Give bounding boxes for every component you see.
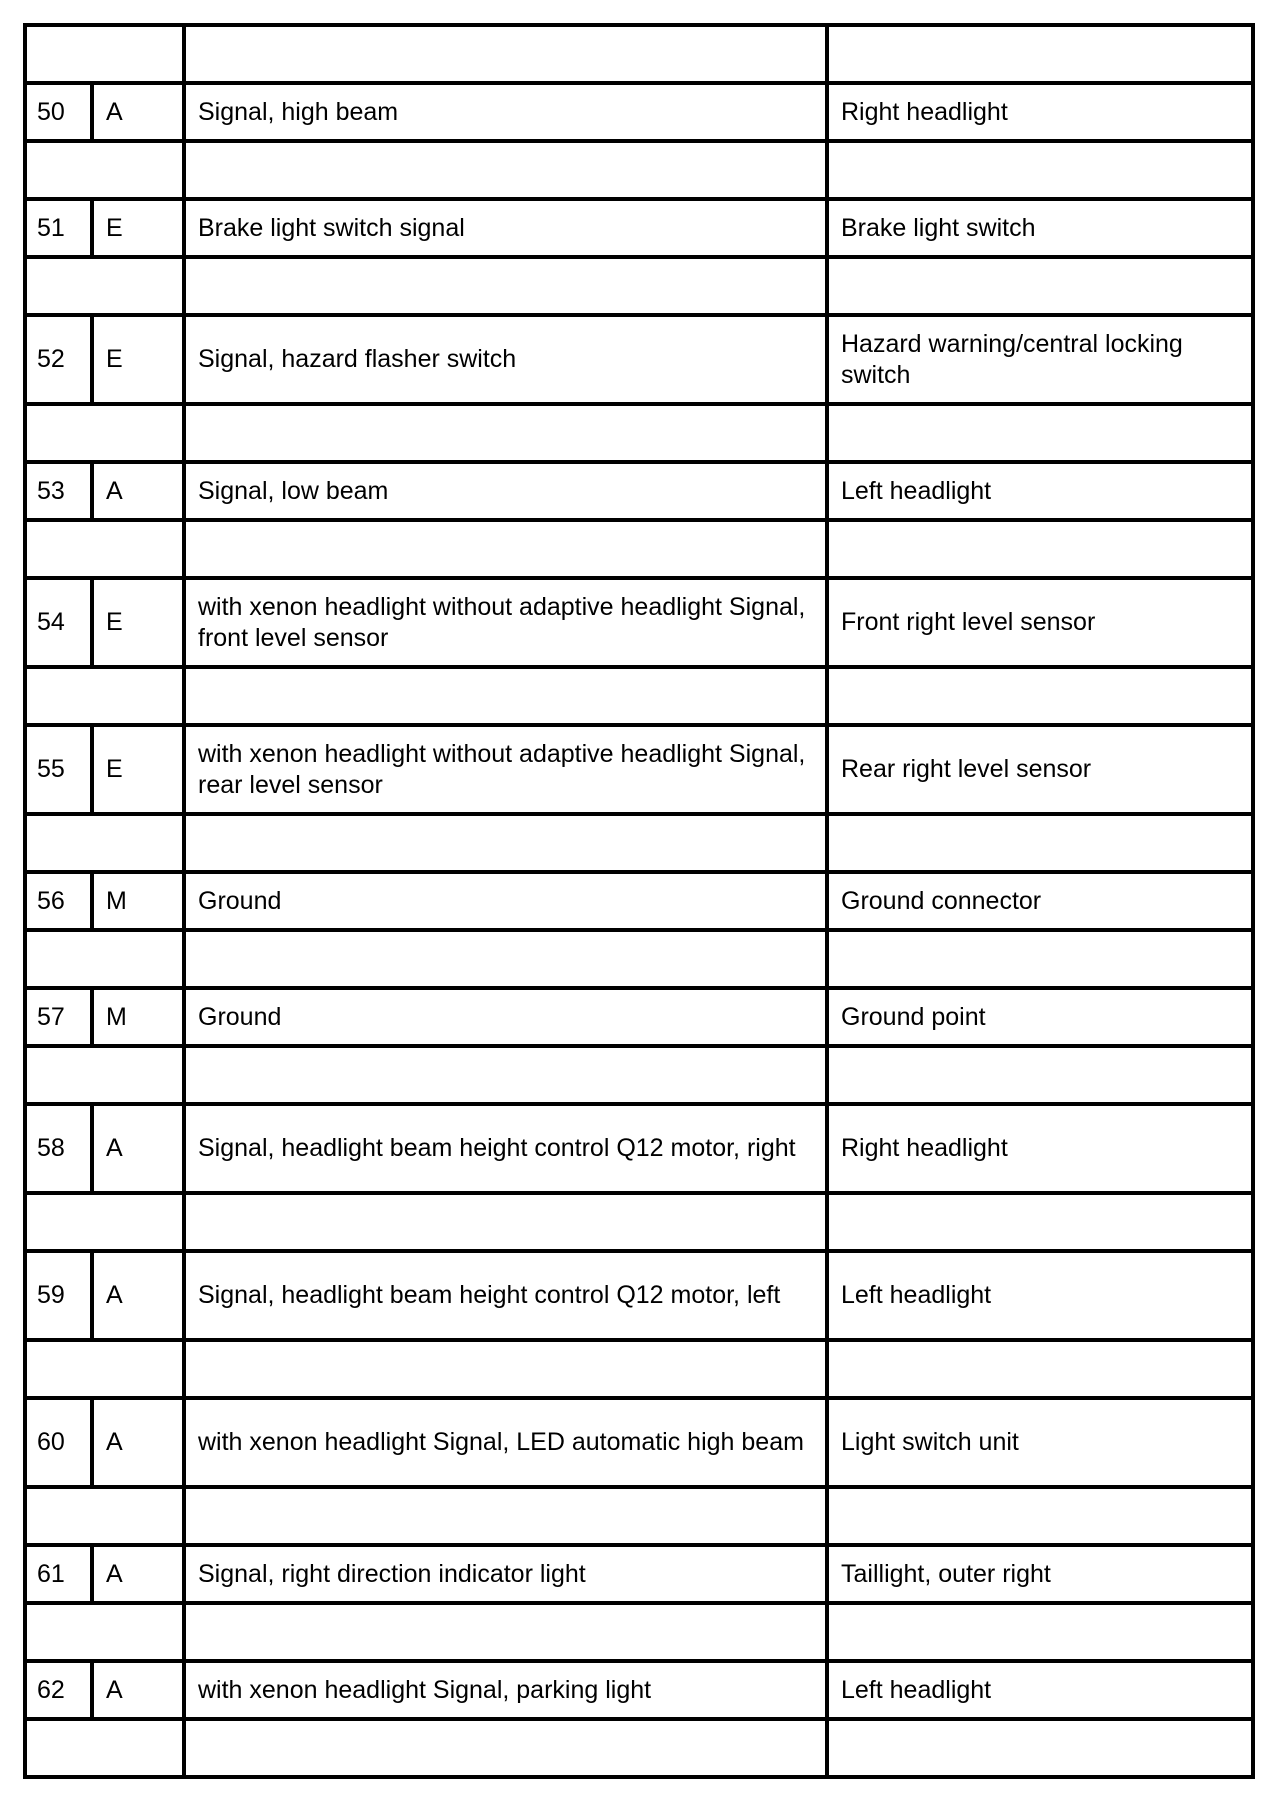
spacer-cell — [184, 25, 827, 83]
spacer-cell — [184, 141, 827, 199]
table-row — [25, 315, 1253, 404]
spacer-row — [25, 1487, 1253, 1545]
spacer-cell — [184, 404, 827, 462]
spacer-cell — [25, 257, 184, 315]
spacer-cell — [25, 814, 184, 872]
pin-number: 50 — [25, 83, 92, 141]
spacer-row — [25, 667, 1253, 725]
pin-number: 52 — [25, 315, 92, 404]
connected-component: Right headlight — [827, 1104, 1253, 1193]
spacer-cell — [827, 930, 1253, 988]
spacer-cell — [827, 257, 1253, 315]
spacer-cell — [25, 667, 184, 725]
pin-number: 56 — [25, 872, 92, 930]
signal-type: E — [92, 315, 184, 404]
spacer-cell — [184, 1603, 827, 1661]
pin-number: 61 — [25, 1545, 92, 1603]
table-row — [25, 199, 1253, 257]
spacer-row — [25, 520, 1253, 578]
table-row — [25, 1661, 1253, 1719]
spacer-cell — [184, 257, 827, 315]
spacer-cell — [184, 520, 827, 578]
spacer-cell — [827, 1340, 1253, 1398]
connected-component: Brake light switch — [827, 199, 1253, 257]
spacer-cell — [184, 814, 827, 872]
pin-number: 53 — [25, 462, 92, 520]
pin-number: 51 — [25, 199, 92, 257]
table-row — [25, 83, 1253, 141]
signal-description: Ground — [184, 872, 827, 930]
spacer-cell — [827, 1193, 1253, 1251]
spacer-row — [25, 814, 1253, 872]
table-row — [25, 988, 1253, 1046]
spacer-cell — [827, 814, 1253, 872]
spacer-cell — [827, 667, 1253, 725]
spacer-cell — [25, 1603, 184, 1661]
connected-component: Left headlight — [827, 1251, 1253, 1340]
spacer-cell — [25, 141, 184, 199]
signal-description: Signal, high beam — [184, 83, 827, 141]
spacer-cell — [184, 930, 827, 988]
signal-type: A — [92, 1398, 184, 1487]
connected-component: Hazard warning/central locking switch — [827, 315, 1253, 404]
signal-type: A — [92, 1251, 184, 1340]
spacer-cell — [25, 404, 184, 462]
table-row — [25, 1251, 1253, 1340]
spacer-row — [25, 1603, 1253, 1661]
signal-description: with xenon headlight without adaptive headlight Signal, front level sensor — [184, 578, 827, 667]
spacer-cell — [184, 1193, 827, 1251]
signal-type: A — [92, 83, 184, 141]
table-row — [25, 462, 1253, 520]
spacer-row — [25, 930, 1253, 988]
signal-description: Signal, headlight beam height control Q12 motor, right — [184, 1104, 827, 1193]
spacer-cell — [25, 930, 184, 988]
table-row — [25, 872, 1253, 930]
pin-number: 62 — [25, 1661, 92, 1719]
connected-component: Front right level sensor — [827, 578, 1253, 667]
table-row — [25, 1545, 1253, 1603]
signal-type: E — [92, 578, 184, 667]
table-row — [25, 1398, 1253, 1487]
connected-component: Left headlight — [827, 462, 1253, 520]
pin-assignment-table — [23, 23, 1255, 1779]
pin-number: 58 — [25, 1104, 92, 1193]
signal-description: Brake light switch signal — [184, 199, 827, 257]
spacer-cell — [25, 25, 184, 83]
spacer-row — [25, 1719, 1253, 1777]
spacer-cell — [25, 520, 184, 578]
signal-description: with xenon headlight Signal, LED automatic high beam — [184, 1398, 827, 1487]
connected-component: Right headlight — [827, 83, 1253, 141]
signal-type: A — [92, 1545, 184, 1603]
signal-type: E — [92, 199, 184, 257]
spacer-cell — [827, 141, 1253, 199]
spacer-row — [25, 257, 1253, 315]
connected-component: Ground point — [827, 988, 1253, 1046]
spacer-cell — [827, 1719, 1253, 1777]
pin-number: 60 — [25, 1398, 92, 1487]
spacer-row — [25, 1193, 1253, 1251]
spacer-row — [25, 141, 1253, 199]
spacer-cell — [184, 1487, 827, 1545]
connected-component: Ground connector — [827, 872, 1253, 930]
connected-component: Rear right level sensor — [827, 725, 1253, 814]
table-row — [25, 725, 1253, 814]
connected-component: Left headlight — [827, 1661, 1253, 1719]
signal-description: Ground — [184, 988, 827, 1046]
connected-component: Light switch unit — [827, 1398, 1253, 1487]
pin-number: 54 — [25, 578, 92, 667]
spacer-cell — [25, 1046, 184, 1104]
spacer-cell — [25, 1487, 184, 1545]
spacer-row — [25, 1340, 1253, 1398]
pin-number: 57 — [25, 988, 92, 1046]
signal-type: A — [92, 462, 184, 520]
spacer-cell — [25, 1340, 184, 1398]
signal-type: A — [92, 1104, 184, 1193]
spacer-cell — [184, 1340, 827, 1398]
signal-description: Signal, right direction indicator light — [184, 1545, 827, 1603]
signal-type: M — [92, 988, 184, 1046]
spacer-cell — [827, 1603, 1253, 1661]
signal-type: M — [92, 872, 184, 930]
spacer-cell — [827, 1487, 1253, 1545]
spacer-row — [25, 404, 1253, 462]
signal-description: Signal, headlight beam height control Q12 motor, left — [184, 1251, 827, 1340]
spacer-row — [25, 25, 1253, 83]
pin-number: 59 — [25, 1251, 92, 1340]
connected-component: Taillight, outer right — [827, 1545, 1253, 1603]
spacer-cell — [25, 1719, 184, 1777]
pin-number: 55 — [25, 725, 92, 814]
spacer-cell — [827, 25, 1253, 83]
spacer-cell — [184, 1046, 827, 1104]
spacer-cell — [827, 520, 1253, 578]
signal-description: with xenon headlight without adaptive headlight Signal, rear level sensor — [184, 725, 827, 814]
signal-type: A — [92, 1661, 184, 1719]
table-row — [25, 578, 1253, 667]
spacer-cell — [184, 1719, 827, 1777]
spacer-cell — [827, 404, 1253, 462]
spacer-row — [25, 1046, 1253, 1104]
table-body — [25, 25, 1253, 1777]
spacer-cell — [827, 1046, 1253, 1104]
signal-description: Signal, low beam — [184, 462, 827, 520]
spacer-cell — [184, 667, 827, 725]
table-row — [25, 1104, 1253, 1193]
spacer-cell — [25, 1193, 184, 1251]
signal-description: Signal, hazard flasher switch — [184, 315, 827, 404]
signal-description: with xenon headlight Signal, parking light — [184, 1661, 827, 1719]
signal-type: E — [92, 725, 184, 814]
